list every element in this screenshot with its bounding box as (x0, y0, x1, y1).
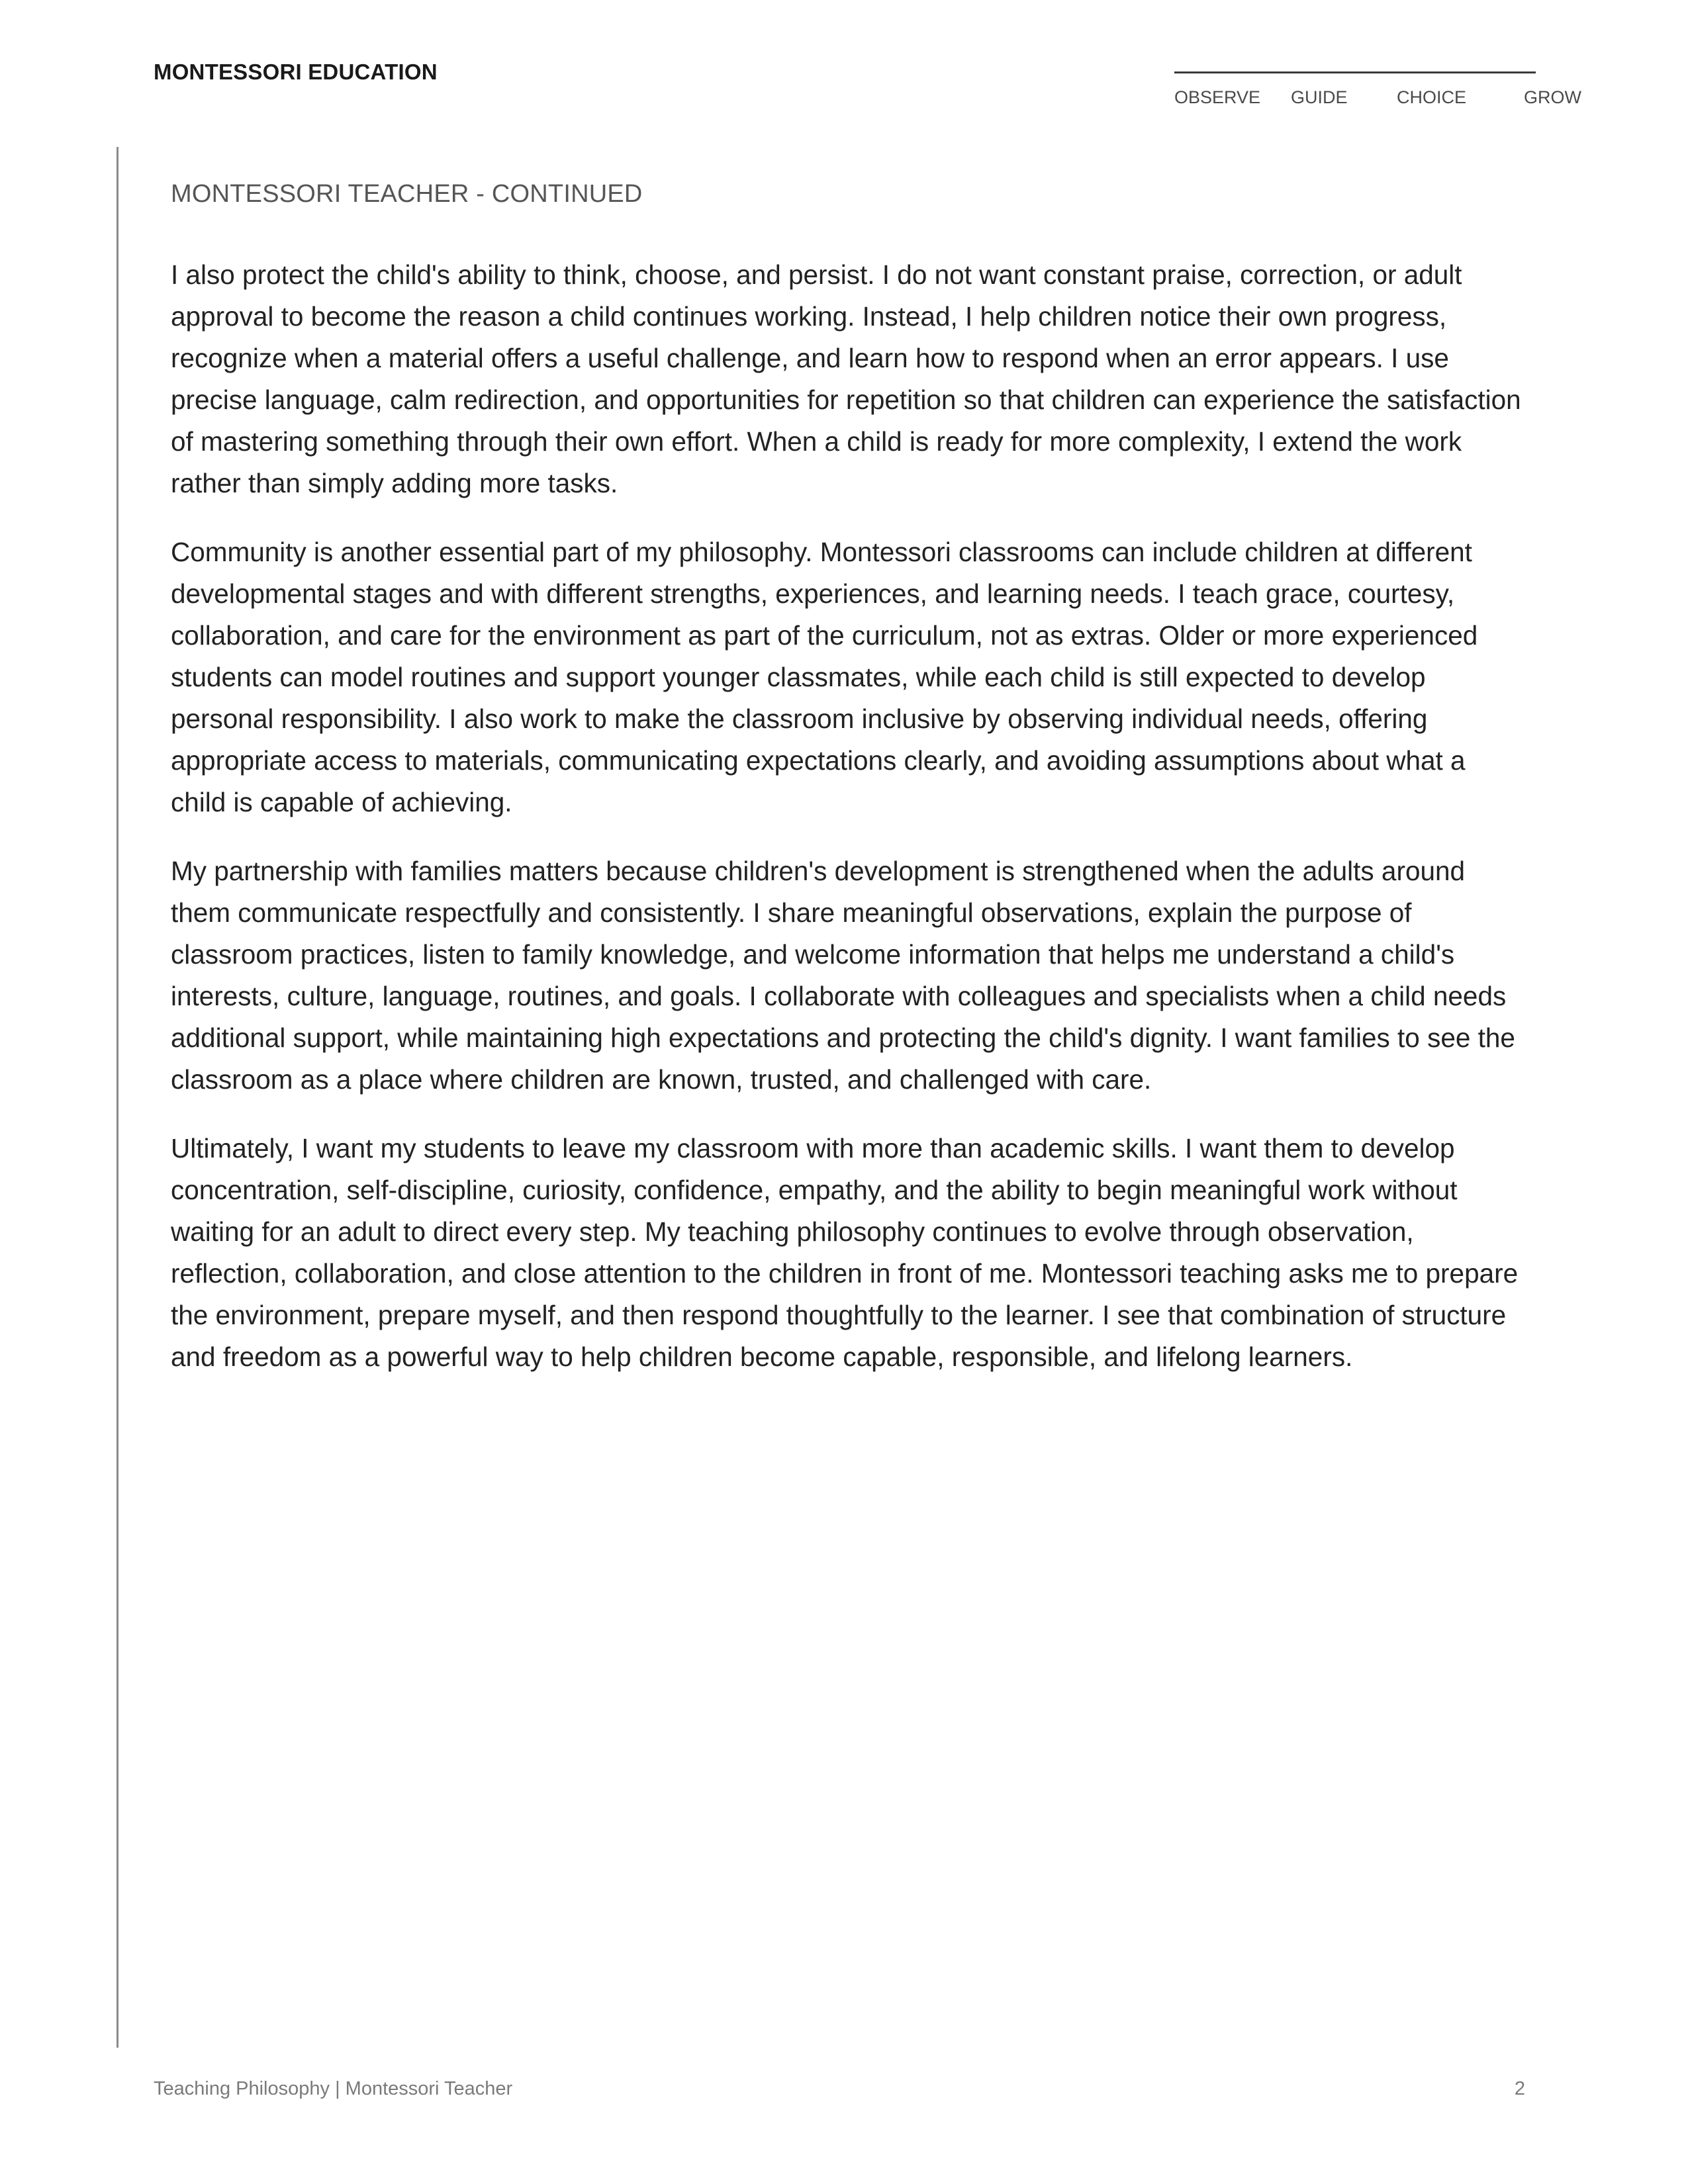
section-title: MONTESSORI TEACHER - CONTINUED (171, 180, 643, 208)
header-nav-choice: CHOICE (1397, 87, 1467, 107)
header-nav-grow: GROW (1524, 87, 1581, 107)
header-rule (1174, 71, 1536, 73)
footer-document-title: Teaching Philosophy | Montessori Teacher (154, 2078, 513, 2099)
paragraph-community: Community is another essential part of my philosophy. Montessori classrooms can include children at different developmental stages and with different strengths, experiences, and learning needs. I teach grace, courtesy, collaboration, and care for the environment as part of the curriculum, not as extras. Older or more experienced students can model routines and support younger classmates, while each child is still expected to develop personal responsibility. I also work to make the classroom inclusive by observing individual needs, offering appropriate access to materials, communicating expectations clearly, and avoiding assumptions about what a child is capable of achieving. (171, 537, 1478, 817)
paragraph-praise-and-persistence: I also protect the child's ability to think, choose, and persist. I do not want constant praise, correction, or adult approval to become the reason a child continues working. Instead, I help children notice their own progress, recognize when a material offers a useful challenge, and learn how to respond when an error appears. I use precise language, calm redirection, and opportunities for repetition so that children can experience the satisfaction of mastering something through their own effort. When a child is ready for more complexity, I extend the work rather than simply adding more tasks. (171, 259, 1521, 498)
paragraph-conclusion: Ultimately, I want my students to leave my classroom with more than academic skills. I want them to develop concentration, self-discipline, curiosity, confidence, empathy, and the ability to begin meaningful work without waiting for an adult to direct every step. My teaching philosophy continues to evolve through observation, reflection, collaboration, and close attention to the children in front of me. Montessori teaching asks me to prepare the environment, prepare myself, and then respond thoughtfully to the learner. I see that combination of structure and freedom as a powerful way to help children become capable, responsible, and lifelong learners. (171, 1133, 1519, 1372)
header-nav-observe: OBSERVE (1174, 87, 1261, 107)
footer-page-number: 2 (1514, 2078, 1525, 2099)
header-brand: MONTESSORI EDUCATION (154, 60, 438, 84)
paragraph-family-partnership: My partnership with families matters because children's development is strengthened when the adults around them communicate respectfully and consistently. I share meaningful observations, explain the purpose of classroom practices, listen to family knowledge, and welcome information that helps me understand a child's interests, culture, language, routines, and goals. I collaborate with colleagues and specialists when a child needs additional support, while maintaining high expectations and protecting the child's dignity. I want families to see the classroom as a place where children are known, trusted, and challenged with care. (171, 856, 1515, 1095)
header-nav-guide: GUIDE (1291, 87, 1348, 107)
body-text (171, 254, 1521, 1405)
side-rule (117, 147, 118, 2048)
